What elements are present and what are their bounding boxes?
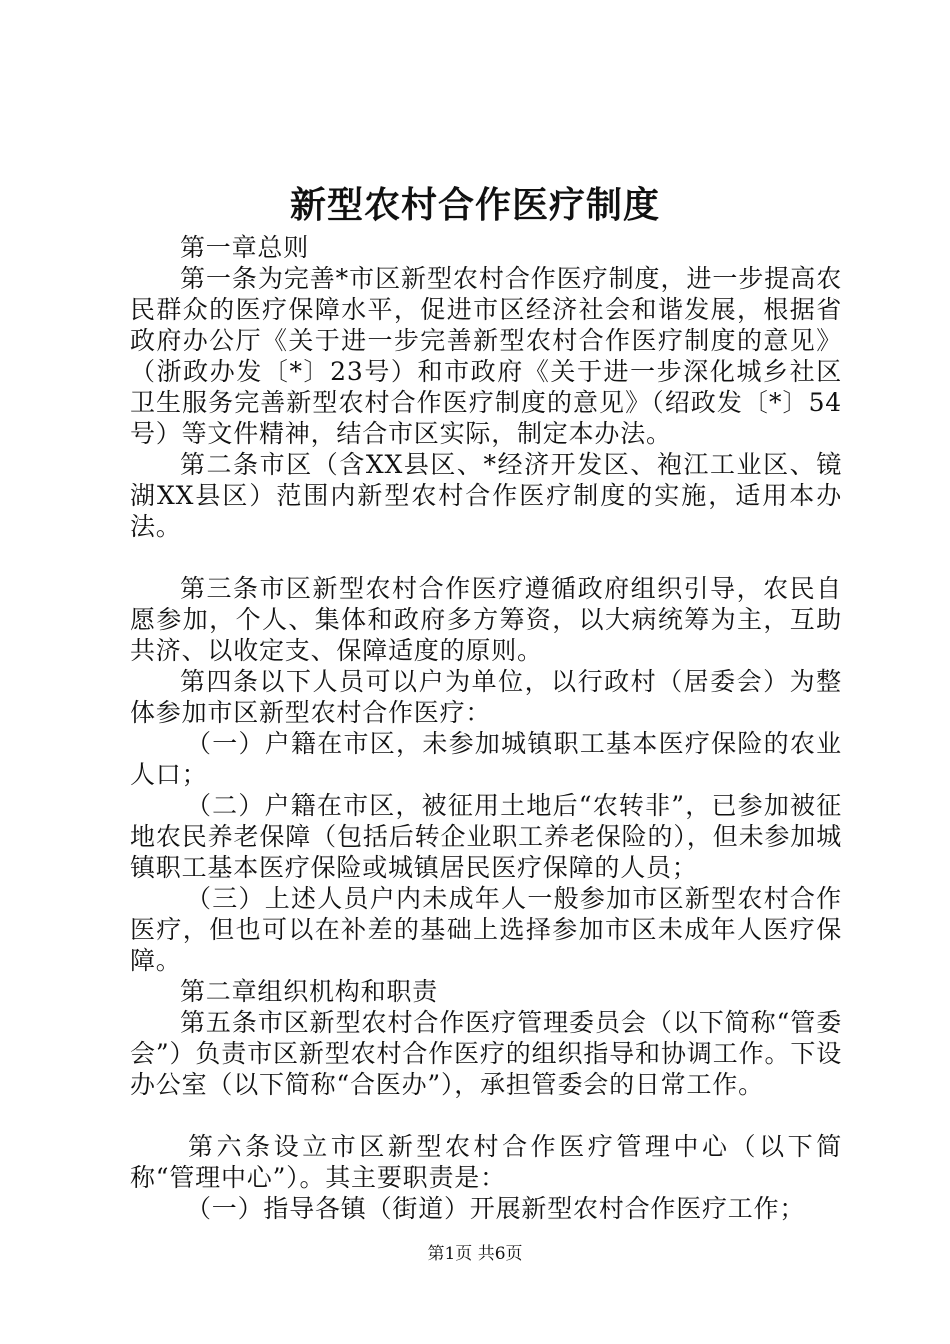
- article-5: 第五条市区新型农村合作医疗管理委员会（以下简称“管委会”）负责市区新型农村合作医疗的组织指导和协调工作。下设办公室（以下简称“合医办”），承担管委会的日常工作。: [130, 1008, 842, 1099]
- page-number: 第1页 共6页: [427, 1244, 523, 1264]
- chapter-2-heading: 第二章组织机构和职责: [180, 977, 439, 1006]
- document-body: [130, 232, 842, 1224]
- article-4-item-2: （二）户籍在市区，被征用土地后“农转非”，已参加被征地农民养老保障（包括后转企业职工养老保险的），但未参加城镇职工基本医疗保险或城镇居民医疗保障的人员；: [130, 791, 842, 882]
- article-6: 第六条设立市区新型农村合作医疗管理中心（以下简称“管理中心”）。其主要职责是：: [130, 1132, 842, 1192]
- article-3: 第三条市区新型农村合作医疗遵循政府组织引导，农民自愿参加，个人、集体和政府多方筹资，以大病统筹为主，互助共济、以收定支、保障适度的原则。: [130, 574, 842, 665]
- chapter-1-heading: 第一章总则: [180, 233, 310, 262]
- document-title: 新型农村合作医疗制度: [289, 185, 660, 226]
- article-1: 第一条为完善*市区新型农村合作医疗制度，进一步提高农民群众的医疗保障水平，促进市区经济社会和谐发展，根据省政府办公厅《关于进一步完善新型农村合作医疗制度的意见》（浙政办发〔*〕23号）和市政府《关于进一步深化城乡社区卫生服务完善新型农村合作医疗制度的意见》（绍政发〔*〕54号）等文件精神，结合市区实际，制定本办法。: [130, 264, 842, 448]
- article-4-item-3: （三）上述人员户内未成年人一般参加市区新型农村合作医疗，但也可以在补差的基础上选择参加市区未成年人医疗保障。: [130, 884, 842, 975]
- article-6-item-1: （一）指导各镇（街道）开展新型农村合作医疗工作；: [186, 1194, 806, 1223]
- article-4: 第四条以下人员可以户为单位，以行政村（居委会）为整体参加市区新型农村合作医疗：: [130, 667, 842, 727]
- article-4-item-1: （一）户籍在市区，未参加城镇职工基本医疗保险的农业人口；: [130, 729, 842, 789]
- article-2: 第二条市区（含XX县区、*经济开发区、袍江工业区、镜湖XX县区）范围内新型农村合作医疗制度的实施，适用本办法。: [130, 450, 842, 541]
